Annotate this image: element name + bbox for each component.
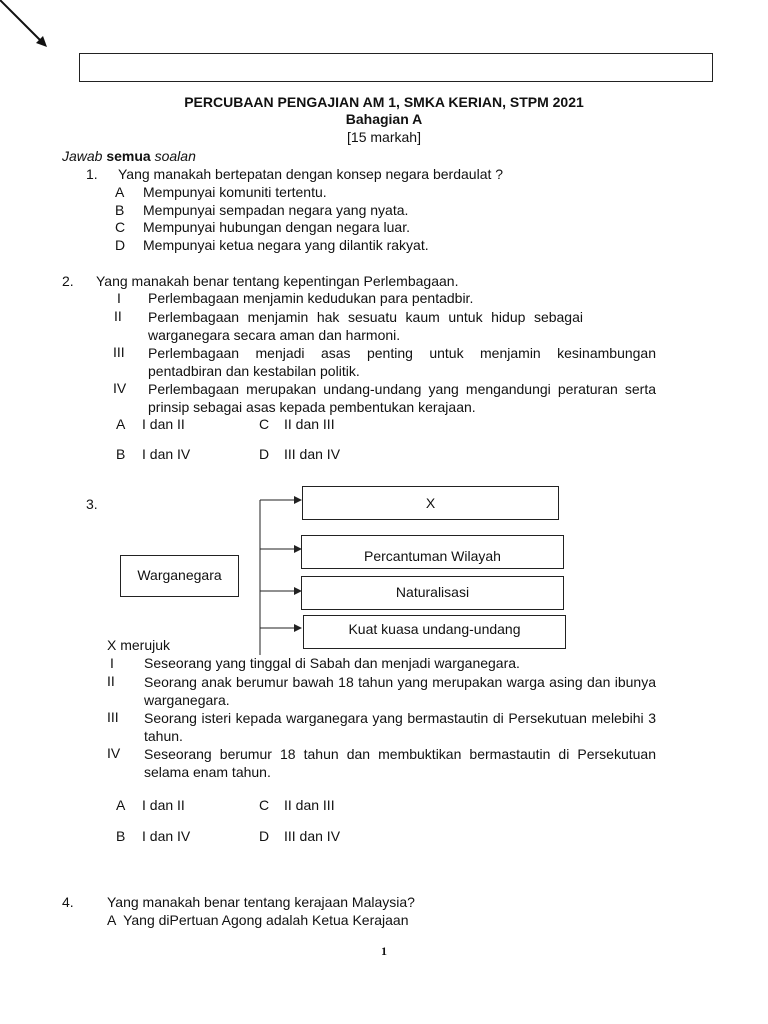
instruction-pre: Jawab bbox=[62, 148, 107, 164]
diagram-source-box bbox=[120, 555, 239, 597]
q1-option-d-text: Mempunyai ketua negara yang dilantik rakyat. bbox=[143, 237, 429, 253]
q3-answer-b-letter: B bbox=[116, 828, 126, 844]
diagram-target-x-label: X bbox=[425, 495, 436, 511]
q3-number: 3. bbox=[86, 496, 98, 512]
q3-statement-iv-text: Seseorang berumur 18 tahun dan membuktikan bermastautin di Persekutuan selama enam tahun. bbox=[144, 746, 656, 780]
q3-answer-c-letter: C bbox=[259, 797, 270, 813]
diagram-target-naturalisasi-box bbox=[301, 576, 564, 610]
q3-answer-d-text: III dan IV bbox=[284, 828, 341, 844]
q1-option-a-text: Mempunyai komuniti tertentu. bbox=[143, 184, 327, 200]
section-title: Bahagian A bbox=[345, 111, 423, 127]
q3-answer-c-text: II dan III bbox=[284, 797, 335, 813]
q1-option-d-letter: D bbox=[115, 237, 126, 253]
q2-answer-b-text: I dan IV bbox=[142, 446, 191, 462]
q1-option-b-text: Mempunyai sempadan negara yang nyata. bbox=[143, 202, 409, 218]
q2-statement-iv-text: Perlembagaan merupakan undang-undang yang mengandungi peraturan serta prinsip sebagai asas kepada pembentukan kerajaan. bbox=[148, 381, 656, 415]
q3-statement-iii-numeral: III bbox=[107, 709, 119, 725]
q3-answer-d-letter: D bbox=[259, 828, 270, 844]
q2-statement-ii-numeral: II bbox=[114, 308, 122, 324]
q3-answer-a-letter: A bbox=[116, 797, 126, 813]
q3-prompt: X merujuk bbox=[107, 637, 171, 653]
q3-statement-iii-text: Seorang isteri kepada warganegara yang bermastautin di Persekutuan melebihi 3 tahun. bbox=[144, 710, 656, 744]
diagram-source-label: Warganegara bbox=[137, 567, 222, 583]
q2-answer-c-letter: C bbox=[259, 416, 270, 432]
q2-statement-i-text: Perlembagaan menjamin kedudukan para pentadbir. bbox=[148, 290, 474, 306]
q4-number: 4. bbox=[62, 894, 74, 910]
q3-statement-ii-text: Seorang anak berumur bawah 18 tahun yang merupakan warga asing dan ibunya warganegara. bbox=[144, 674, 656, 708]
instruction-emphasis: semua bbox=[106, 148, 151, 164]
q1-option-b-letter: B bbox=[115, 202, 125, 218]
diagram-target-percantuman-box bbox=[301, 535, 564, 569]
q2-text: Yang manakah benar tentang kepentingan Perlembagaan. bbox=[96, 273, 459, 289]
exam-title: PERCUBAAN PENGAJIAN AM 1, SMKA KERIAN, STPM 2021 bbox=[184, 94, 584, 110]
q2-statement-ii-text: Perlembagaan menjamin hak sesuatu kaum untuk hidup sebagai warganegara secara aman dan harmoni. bbox=[148, 309, 583, 343]
q3-statement-iv-numeral: IV bbox=[107, 745, 121, 761]
diagram-target-x-box bbox=[302, 486, 559, 520]
q1-text: Yang manakah bertepatan dengan konsep negara berdaulat ? bbox=[118, 166, 504, 182]
q1-number: 1. bbox=[86, 166, 98, 182]
q4-option-a: A Yang diPertuan Agong adalah Ketua Kerajaan bbox=[107, 912, 409, 928]
page-number: 1 bbox=[381, 944, 387, 958]
q2-statement-iv-numeral: IV bbox=[113, 380, 127, 396]
q1-option-c-text: Mempunyai hubungan dengan negara luar. bbox=[143, 219, 410, 235]
q2-answer-b-letter: B bbox=[116, 446, 126, 462]
q2-answer-d-text: III dan IV bbox=[284, 446, 341, 462]
q3-statement-i-numeral: I bbox=[110, 655, 114, 671]
q1-option-a-letter: A bbox=[115, 184, 125, 200]
q2-statement-iii-numeral: III bbox=[113, 344, 125, 360]
diagram-target-kuatkuasa-label: Kuat kuasa undang-undang bbox=[348, 621, 521, 637]
diagram-target-kuatkuasa-box bbox=[303, 615, 566, 649]
q2-statement-iii-text: Perlembagaan menjadi asas penting untuk menjamin kesinambungan pentadbiran dan kestabilan politik. bbox=[148, 345, 656, 379]
q2-statement-i-numeral: I bbox=[117, 290, 121, 306]
q3-answer-b-text: I dan IV bbox=[142, 828, 191, 844]
q3-answer-a-text: I dan II bbox=[142, 797, 185, 813]
q2-answer-c-text: II dan III bbox=[284, 416, 335, 432]
q3-statement-ii-numeral: II bbox=[107, 673, 115, 689]
q2-number: 2. bbox=[62, 273, 74, 289]
q3-statement-i-text: Seseorang yang tinggal di Sabah dan menjadi warganegara. bbox=[144, 655, 520, 671]
diagram-target-naturalisasi-label: Naturalisasi bbox=[395, 584, 470, 600]
q4-text: Yang manakah benar tentang kerajaan Malaysia? bbox=[107, 894, 415, 910]
q2-answer-a-letter: A bbox=[116, 416, 126, 432]
q1-option-c-letter: C bbox=[115, 219, 126, 235]
q2-answer-d-letter: D bbox=[259, 446, 270, 462]
marks-label: [15 markah] bbox=[347, 129, 421, 145]
q2-answer-a-text: I dan II bbox=[142, 416, 185, 432]
instruction-post: soalan bbox=[150, 148, 196, 164]
diagram-target-percantuman-label: Percantuman Wilayah bbox=[364, 548, 501, 564]
